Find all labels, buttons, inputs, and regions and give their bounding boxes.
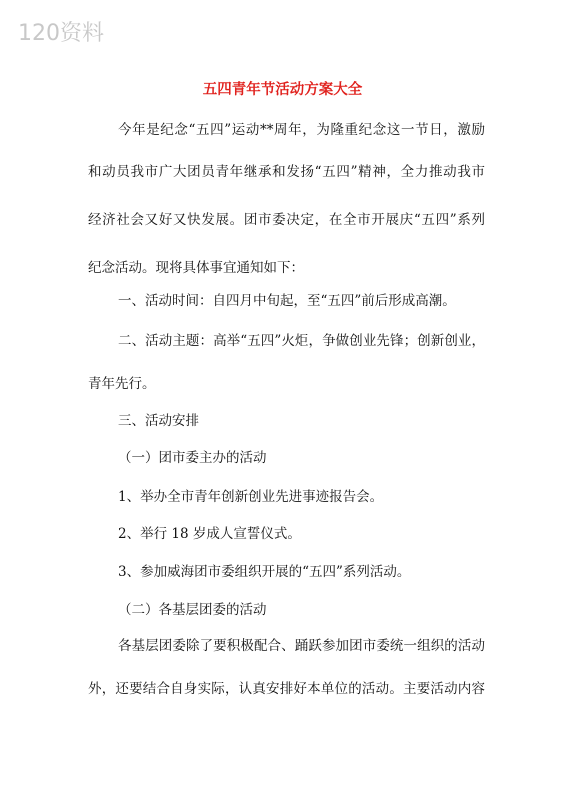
document-title: 五四青年节活动方案大全 <box>202 81 363 98</box>
list-item: 3、参加威海团市委组织开展的“五四”系列活动。 <box>118 564 411 580</box>
subsection-heading: （一）团市委主办的活动 <box>118 450 267 466</box>
paragraph-line: 今年是纪念“五四”运动**周年，为隆重纪念这一节日，激励 <box>118 122 485 138</box>
section-heading: 三、活动安排 <box>118 413 199 429</box>
subsection-heading: （二）各基层团委的活动 <box>118 602 267 618</box>
paragraph-line: 二、活动主题：高举“五四”火炬，争做创业先锋；创新创业， <box>118 333 485 349</box>
paragraph-line: 和动员我市广大团员青年继承和发扬“五四”精神，全力推动我市 <box>88 164 485 180</box>
list-item: 1、举办全市青年创新创业先进事迹报告会。 <box>118 489 384 505</box>
list-item: 2、举行 18 岁成人宣誓仪式。 <box>118 526 301 542</box>
paragraph-line: 经济社会又好又快发展。团市委决定，在全市开展庆“五四”系列 <box>88 212 485 228</box>
paragraph-line: 外，还要结合自身实际，认真安排好本单位的活动。主要活动内容 <box>88 681 485 697</box>
paragraph-line: 青年先行。 <box>88 376 156 392</box>
paragraph-line: 各基层团委除了要积极配合、踊跃参加团市委统一组织的活动 <box>118 638 485 654</box>
paragraph-line: 一、活动时间：自四月中旬起，至“五四”前后形成高潮。 <box>118 293 456 309</box>
paragraph-line: 纪念活动。现将具体事宜通知如下： <box>88 260 304 276</box>
watermark-logo: 120资料 <box>18 21 104 46</box>
